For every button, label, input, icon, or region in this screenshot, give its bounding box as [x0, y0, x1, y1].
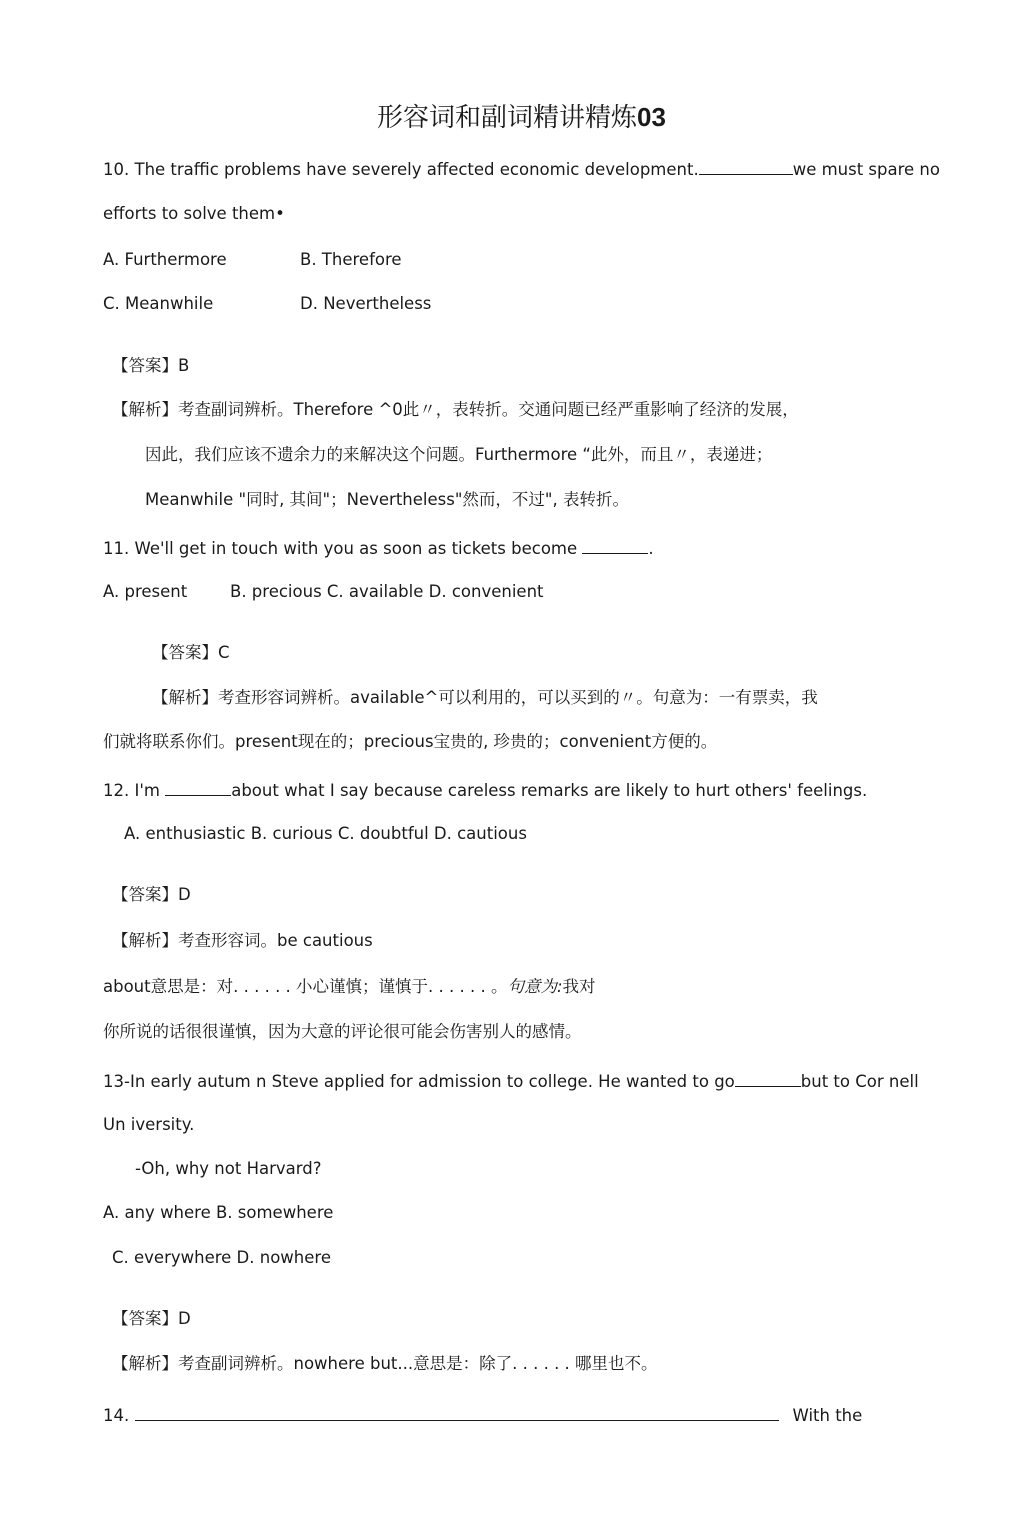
- q13-stem-text: 13-In early autum n Steve applied for admission to college. He wanted to go: [103, 1072, 735, 1091]
- q11-explanation-2: 们就将联系你们。present现在的；precious宝贵的, 珍贵的；convenient方便的。: [103, 732, 718, 751]
- q11-stem-tail: .: [648, 539, 654, 558]
- q12-options: A. enthusiastic B. curious C. doubtful D. cautious: [124, 824, 527, 843]
- q11-options-bcd: B. precious C. available D. convenient: [230, 582, 544, 601]
- q10-stem-line2: efforts to solve them•: [103, 204, 285, 223]
- q13-answer-blank: [735, 1070, 801, 1087]
- q11-stem-text: 11. We'll get in touch with you as soon as tickets become: [103, 539, 578, 558]
- q12-explanation-2: [103, 976, 596, 998]
- q12-stem: [103, 779, 867, 802]
- q14-stem-tail: With the: [792, 1406, 863, 1425]
- q12-explanation-meaning: about意思是：对. . . . . . 小心谨慎；谨慎于. . . . . . 。: [103, 977, 508, 996]
- q12-stem-text: 12. I'm: [103, 781, 160, 800]
- q12-explanation-1: 【解析】考查形容词。be cautious: [112, 931, 373, 950]
- q13-explanation-1: 【解析】考查副词辨析。nowhere but...意思是：除了. . . . . . 哪里也不。: [112, 1354, 658, 1373]
- q10-stem-text: 10. The traffic problems have severely affected economic development.: [103, 160, 699, 179]
- q13-stem-line2: Un iversity.: [103, 1115, 195, 1134]
- q10-answer: 【答案】B: [112, 356, 190, 375]
- q10-answer-blank: [699, 158, 793, 175]
- q11-explanation-1: 【解析】考查形容词辨析。available^可以利用的，可以买到的〃。句意为：一有票卖，我: [152, 688, 818, 707]
- q13-stem-line1: [103, 1070, 919, 1093]
- q12-answer: 【答案】D: [112, 885, 191, 904]
- q14-number: 14.: [103, 1406, 130, 1425]
- q10-stem-tail: we must spare no: [792, 160, 940, 179]
- q13-options-1: A. any where B. somewhere: [103, 1203, 334, 1222]
- q12-explanation-label: 句意为:: [507, 977, 563, 996]
- q13-stem-tail: but to Cor nell: [800, 1072, 919, 1091]
- title-text: 形容词和副词精讲精炼: [377, 103, 638, 133]
- q10-option-c: C. Meanwhile: [103, 294, 214, 313]
- title-number: 03: [637, 102, 666, 132]
- q12-answer-blank: [165, 779, 231, 796]
- q11-answer-blank: [582, 537, 648, 554]
- q14-stem: [103, 1404, 862, 1427]
- q12-explanation-3: 你所说的话很很谨慎，因为大意的评论很可能会伤害别人的感情。: [103, 1022, 582, 1041]
- q14-answer-blank: [135, 1404, 779, 1421]
- q11-stem: [103, 537, 654, 560]
- q10-stem-line1: [103, 158, 940, 181]
- q13-stem-line3: -Oh, why not Harvard?: [135, 1159, 322, 1178]
- q12-stem-tail: about what I say because careless remarks are likely to hurt others' feelings.: [231, 781, 868, 800]
- q12-explanation-start: 我对: [562, 977, 596, 996]
- q13-options-2: C. everywhere D. nowhere: [112, 1248, 331, 1267]
- q10-explanation-2: 因此，我们应该不遗余力的来解决这个问题。Furthermore “此外，而且〃，表递进；: [145, 445, 773, 464]
- q13-answer: 【答案】D: [112, 1309, 191, 1328]
- q10-option-b: B. Therefore: [300, 250, 402, 269]
- q11-answer: 【答案】C: [152, 643, 230, 662]
- q10-option-a: A. Furthermore: [103, 250, 227, 269]
- q10-option-d: D. Nevertheless: [300, 294, 432, 313]
- q10-explanation-1: 【解析】考查副词辨析。Therefore ^0此〃，表转折。交通问题已经严重影响了经济的发展，: [112, 400, 799, 419]
- q11-option-a: A. present: [103, 582, 188, 601]
- page-title: [377, 100, 666, 135]
- q10-explanation-3: Meanwhile "同时, 其间"；Nevertheless"然而，不过", 表转折。: [145, 490, 630, 509]
